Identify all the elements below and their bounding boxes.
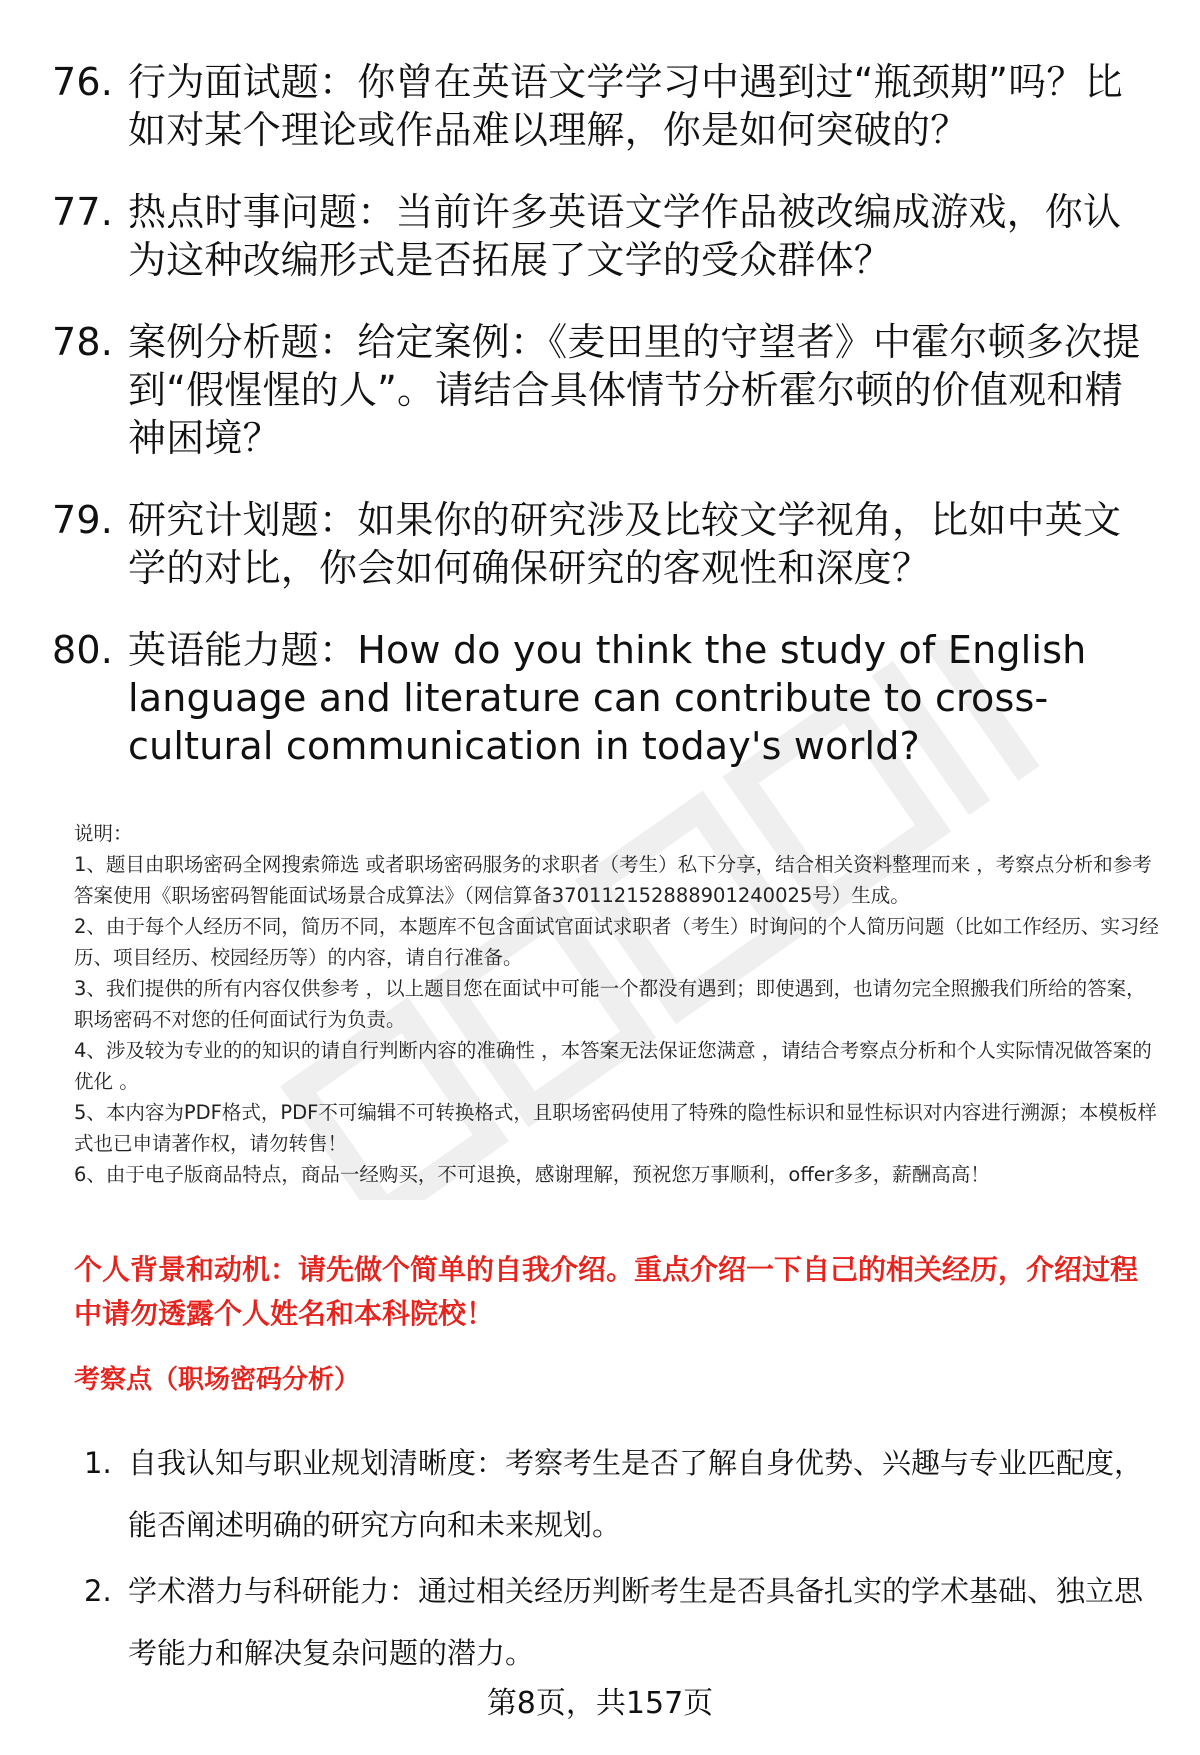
analysis-title: 考察点（职场密码分析） xyxy=(74,1365,361,1395)
notes-section xyxy=(74,818,1159,1190)
note-item: 3、我们提供的所有内容仅供参考 ，以上题目您在面试中可能一个都没有遇到；即使遇到，也请勿完全照搬我们所给的答案，职场密码不对您的任何面试行为负责。 xyxy=(74,977,1146,1031)
question-text: 热点时事问题：当前许多英语文学作品被改编成游戏，你认为这种改编形式是否拓展了文学的受众群体？ xyxy=(128,190,1122,282)
question-item xyxy=(52,626,1152,770)
section-heading: 个人背景和动机：请先做个简单的自我介绍。重点介绍一下自己的相关经历，介绍过程中请勿透露个人姓名和本科院校！ xyxy=(74,1253,1139,1330)
note-item: 1、题目由职场密码全网搜索筛选 或者职场密码服务的求职者（考生）私下分享，结合相关资料整理而来 ，考察点分析和参考答案使用《职场密码智能面试场景合成算法》（网信算备370112152888901240025号）生成。 xyxy=(74,853,1152,907)
analysis-points xyxy=(84,1432,1154,1688)
question-number: 78. xyxy=(52,320,114,364)
question-item xyxy=(52,58,1152,154)
note-item: 4、涉及较为专业的的知识的请自行判断内容的准确性 ，本答案无法保证您满意 ，请结合考察点分析和个人实际情况做答案的优化 。 xyxy=(74,1039,1152,1093)
question-text: 英语能力题：How do you think the study of English language and literature can contribute to cross-cultural communication in today's world? xyxy=(128,628,1087,768)
question-item xyxy=(52,318,1152,462)
notes-title: 说明： xyxy=(74,822,133,845)
point-number: 1. xyxy=(84,1446,112,1480)
point-number: 2. xyxy=(84,1574,112,1608)
question-item xyxy=(52,188,1152,284)
analysis-point xyxy=(84,1560,1154,1684)
point-text: 学术潜力与科研能力：通过相关经历判断考生是否具备扎实的学术基础、独立思考能力和解决复杂问题的潜力。 xyxy=(128,1574,1144,1670)
analysis-point xyxy=(84,1432,1154,1556)
question-number: 79. xyxy=(52,498,114,542)
point-text: 自我认知与职业规划清晰度：考察考生是否了解自身优势、兴趣与专业匹配度，能否阐述明确的研究方向和未来规划。 xyxy=(128,1446,1144,1542)
question-text: 研究计划题：如果你的研究涉及比较文学视角，比如中英文学的对比，你会如何确保研究的客观性和深度？ xyxy=(128,498,1122,590)
note-item: 5、本内容为PDF格式，PDF不可编辑不可转换格式，且职场密码使用了特殊的隐性标识和显性标识对内容进行溯源；本模板样式也已申请著作权，请勿转售！ xyxy=(74,1101,1157,1155)
question-number: 80. xyxy=(52,628,114,672)
question-number: 76. xyxy=(52,60,114,104)
note-item: 6、由于电子版商品特点，商品一经购买，不可退换，感谢理解，预祝您万事顺利，offer多多，薪酬高高！ xyxy=(74,1163,990,1186)
question-item xyxy=(52,496,1152,592)
question-number: 77. xyxy=(52,190,114,234)
note-item: 2、由于每个人经历不同，简历不同，本题库不包含面试官面试求职者（考生）时询问的个人简历问题（比如工作经历、实习经历、项目经历、校园经历等）的内容，请自行准备。 xyxy=(74,915,1159,969)
page-number: 第8页，共157页 xyxy=(486,1686,714,1721)
question-list xyxy=(52,58,1152,804)
question-text: 案例分析题：给定案例：《麦田里的守望者》中霍尔顿多次提到“假惺惺的人”。请结合具体情节分析霍尔顿的价值观和精神困境？ xyxy=(128,320,1141,460)
question-text: 行为面试题：你曾在英语文学学习中遇到过“瓶颈期”吗？比如对某个理论或作品难以理解，你是如何突破的？ xyxy=(128,60,1123,152)
